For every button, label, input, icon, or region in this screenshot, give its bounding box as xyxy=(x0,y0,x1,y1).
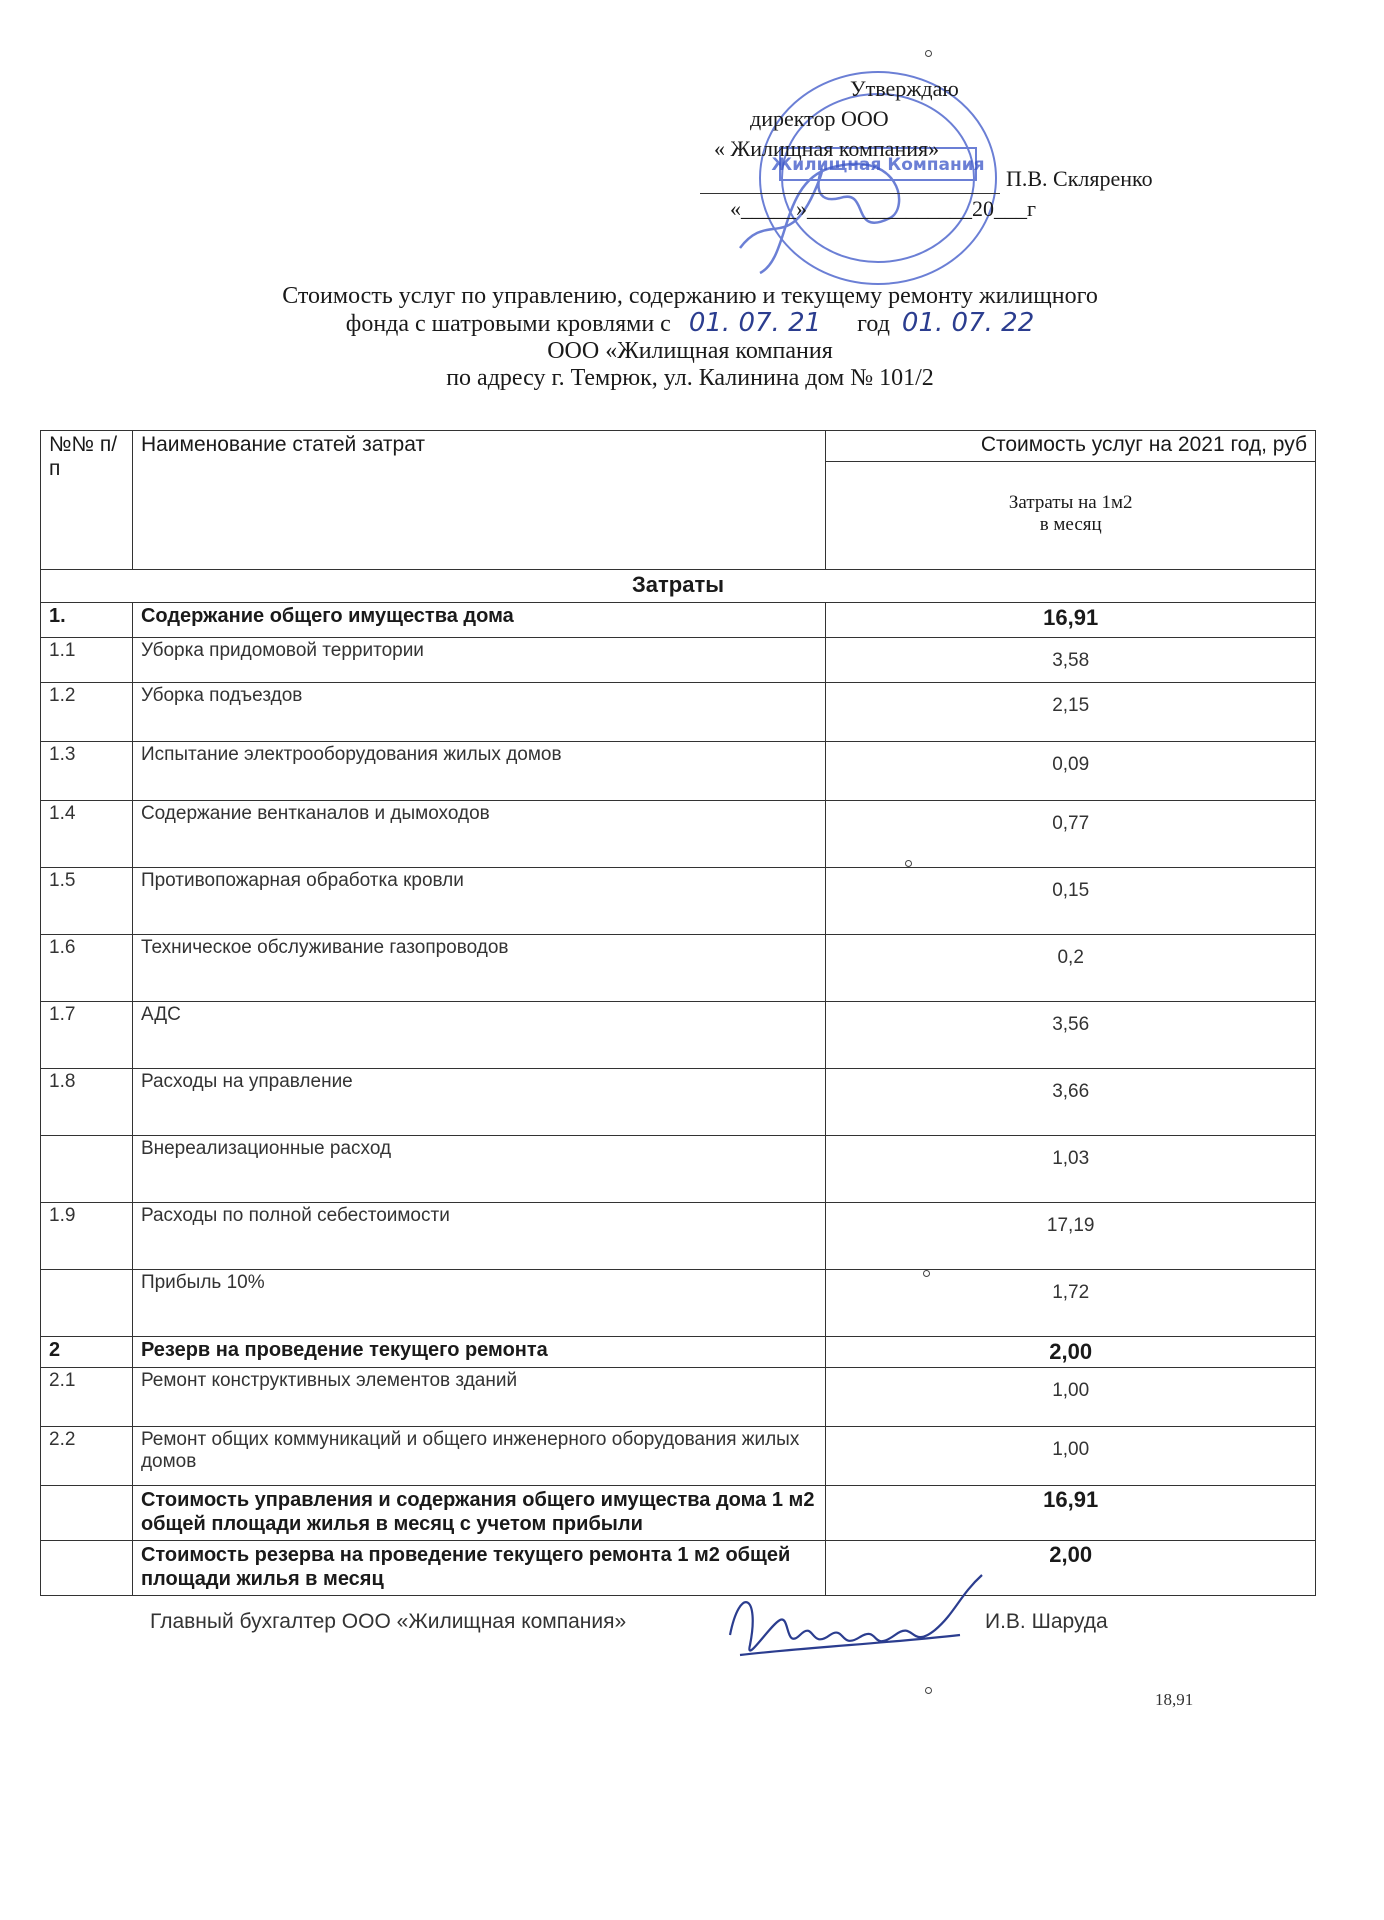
row-num xyxy=(41,1270,133,1337)
table-row xyxy=(41,638,1316,683)
approval-director-name: П.В. Скляренко xyxy=(1006,166,1153,191)
approval-position: директор ООО xyxy=(750,106,889,131)
footnote-number: 18,91 xyxy=(1155,1690,1194,1709)
row-value: 1,00 xyxy=(826,1368,1316,1427)
approval-date: «_____»_______________20___г xyxy=(730,196,1037,221)
row-value: 16,91 xyxy=(826,1486,1316,1541)
table-row xyxy=(41,1486,1316,1541)
row-num: 1.1 xyxy=(41,638,133,683)
row-name: Противопожарная обработка кровли xyxy=(132,868,825,935)
row-num xyxy=(41,1136,133,1203)
row-num: 1.4 xyxy=(41,801,133,868)
row-value: 1,03 xyxy=(826,1136,1316,1203)
header-cost-sub xyxy=(834,492,1307,536)
row-value: 2,00 xyxy=(826,1541,1316,1596)
row-name: Стоимость управления и содержания общего имущества дома 1 м2 общей площади жилья в месяц с учетом прибыли xyxy=(132,1486,825,1541)
row-value: 3,56 xyxy=(826,1002,1316,1069)
row-name: Ремонт общих коммуникаций и общего инженерного оборудования жилых домов xyxy=(132,1427,825,1486)
row-name: Ремонт конструктивных элементов зданий xyxy=(132,1368,825,1427)
handwritten-signature xyxy=(720,1565,1000,1685)
scan-speck xyxy=(925,1687,932,1694)
row-name: Уборка подъездов xyxy=(132,683,825,742)
row-value: 2,15 xyxy=(826,683,1316,742)
row-num: 2 xyxy=(41,1337,133,1368)
row-num: 1.3 xyxy=(41,742,133,801)
row-value: 0,2 xyxy=(826,935,1316,1002)
section-row xyxy=(41,570,1316,603)
row-name: Расходы по полной себестоимости xyxy=(132,1203,825,1270)
row-num: 1.8 xyxy=(41,1069,133,1136)
header-name: Наименование статей затрат xyxy=(132,431,825,570)
row-name: Техническое обслуживание газопроводов xyxy=(132,935,825,1002)
row-num: 1.2 xyxy=(41,683,133,742)
table-row xyxy=(41,1368,1316,1427)
table-row xyxy=(41,1427,1316,1486)
approval-title: Утверждаю xyxy=(850,76,959,101)
heading-line-2-pre: фонда с шатровыми кровлями с xyxy=(345,311,671,337)
table-row xyxy=(41,868,1316,935)
section-title: Затраты xyxy=(41,570,1316,603)
document-heading xyxy=(120,283,1260,392)
header-num: №№ п/п xyxy=(41,431,133,570)
stamp-center-text: Жилищная Компания xyxy=(771,155,985,175)
row-name: Уборка придомовой территории xyxy=(132,638,825,683)
heading-line-3: ООО «Жилищная компания xyxy=(547,338,833,364)
row-name: Содержание вентканалов и дымоходов xyxy=(132,801,825,868)
row-num xyxy=(41,1541,133,1596)
row-num: 2.1 xyxy=(41,1368,133,1427)
accountant-name: И.В. Шаруда xyxy=(985,1610,1108,1633)
row-value: 16,91 xyxy=(826,603,1316,638)
row-value: 1,00 xyxy=(826,1427,1316,1486)
row-name: Прибыль 10% xyxy=(132,1270,825,1337)
heading-line-1: Стоимость услуг по управлению, содержанию и текущему ремонту жилищного xyxy=(282,283,1098,309)
signature-underline xyxy=(700,171,1000,194)
header-cost-sub-1: Затраты на 1м2 xyxy=(1008,492,1133,513)
row-num: 1.7 xyxy=(41,1002,133,1069)
table-row xyxy=(41,801,1316,868)
approval-signature-line xyxy=(700,164,1220,194)
approval-block xyxy=(700,74,1220,224)
row-name: АДС xyxy=(132,1002,825,1069)
table-row xyxy=(41,603,1316,638)
row-name: Испытание электрооборудования жилых домов xyxy=(132,742,825,801)
row-value: 17,19 xyxy=(826,1203,1316,1270)
table-row xyxy=(41,1337,1316,1368)
scan-speck xyxy=(925,50,932,57)
approval-company: « Жилищная компания» xyxy=(714,136,940,161)
table-row xyxy=(41,1136,1316,1203)
table-row xyxy=(41,1069,1316,1136)
row-num: 1. xyxy=(41,603,133,638)
header-cost-sub-2: в месяц xyxy=(1039,514,1102,535)
table-row xyxy=(41,742,1316,801)
row-num: 1.5 xyxy=(41,868,133,935)
row-value: 3,66 xyxy=(826,1069,1316,1136)
row-value: 2,00 xyxy=(826,1337,1316,1368)
table-header-row xyxy=(41,431,1316,570)
row-value: 0,77 xyxy=(826,801,1316,868)
row-value: 0,15 xyxy=(826,868,1316,935)
row-name: Расходы на управление xyxy=(132,1069,825,1136)
table-row xyxy=(41,1270,1316,1337)
row-num: 1.9 xyxy=(41,1203,133,1270)
row-num xyxy=(41,1486,133,1541)
row-name: Резерв на проведение текущего ремонта xyxy=(132,1337,825,1368)
table-row xyxy=(41,1002,1316,1069)
handwritten-date-to: 01. 07. 22 xyxy=(901,308,1035,338)
accountant-label: Главный бухгалтер ООО «Жилищная компания» xyxy=(150,1610,627,1633)
row-value: 3,58 xyxy=(826,638,1316,683)
row-num: 2.2 xyxy=(41,1427,133,1486)
header-cost xyxy=(826,431,1316,570)
heading-line-4: по адресу г. Темрюк, ул. Калинина дом № 101/2 xyxy=(446,365,934,391)
row-name: Стоимость резерва на проведение текущего ремонта 1 м2 общей площади жилья в месяц xyxy=(132,1541,825,1596)
table-row xyxy=(41,683,1316,742)
row-name: Внереализационные расход xyxy=(132,1136,825,1203)
table-row xyxy=(41,1541,1316,1596)
cost-table xyxy=(40,430,1316,1596)
scan-speck xyxy=(905,860,912,867)
table-row xyxy=(41,1203,1316,1270)
scan-speck xyxy=(923,1270,930,1277)
table-row xyxy=(41,935,1316,1002)
row-value: 1,72 xyxy=(826,1270,1316,1337)
row-name: Содержание общего имущества дома xyxy=(132,603,825,638)
handwritten-date-from: 01. 07. 21 xyxy=(688,308,822,338)
row-value: 0,09 xyxy=(826,742,1316,801)
header-cost-title: Стоимость услуг на 2021 год, руб xyxy=(826,433,1315,462)
heading-line-2 xyxy=(120,310,1260,338)
heading-line-2-year: год xyxy=(857,311,890,337)
row-num: 1.6 xyxy=(41,935,133,1002)
